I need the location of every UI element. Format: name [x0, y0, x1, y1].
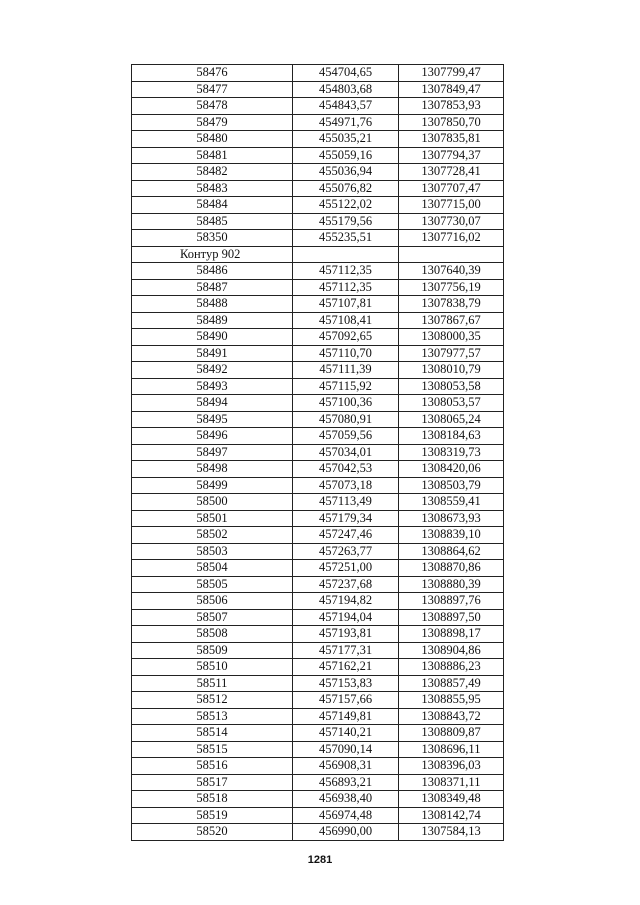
table-row [132, 510, 504, 527]
y-coordinate-cell: 1308809,87 [399, 725, 504, 742]
table-row [132, 65, 504, 82]
point-number-cell: 58491 [132, 345, 293, 362]
table-row [132, 395, 504, 412]
point-number-cell: 58492 [132, 362, 293, 379]
y-coordinate-cell: 1307850,70 [399, 114, 504, 131]
y-coordinate-cell: 1307799,47 [399, 65, 504, 82]
y-coordinate-cell: 1307853,93 [399, 98, 504, 115]
point-number-cell: 58515 [132, 741, 293, 758]
y-coordinate-cell: 1308855,95 [399, 692, 504, 709]
x-coordinate-cell: 457092,65 [293, 329, 399, 346]
y-coordinate-cell: 1308371,11 [399, 774, 504, 791]
table-row [132, 197, 504, 214]
x-coordinate-cell: 457059,56 [293, 428, 399, 445]
table-row [132, 675, 504, 692]
x-coordinate-cell: 457149,81 [293, 708, 399, 725]
y-coordinate-cell: 1308864,62 [399, 543, 504, 560]
x-coordinate-cell: 456938,40 [293, 791, 399, 808]
table-row [132, 593, 504, 610]
point-number-cell: 58504 [132, 560, 293, 577]
table-row [132, 725, 504, 742]
x-coordinate-cell: 455122,02 [293, 197, 399, 214]
y-coordinate-cell: 1308065,24 [399, 411, 504, 428]
empty-cell [399, 246, 504, 263]
table-row [132, 131, 504, 148]
x-coordinate-cell: 455076,82 [293, 180, 399, 197]
y-coordinate-cell: 1308880,39 [399, 576, 504, 593]
y-coordinate-cell: 1307640,39 [399, 263, 504, 280]
x-coordinate-cell: 457112,35 [293, 263, 399, 280]
x-coordinate-cell: 457153,83 [293, 675, 399, 692]
y-coordinate-cell: 1308696,11 [399, 741, 504, 758]
point-number-cell: 58512 [132, 692, 293, 709]
y-coordinate-cell: 1308857,49 [399, 675, 504, 692]
x-coordinate-cell: 457110,70 [293, 345, 399, 362]
table-row [132, 824, 504, 841]
x-coordinate-cell: 454971,76 [293, 114, 399, 131]
x-coordinate-cell: 457251,00 [293, 560, 399, 577]
x-coordinate-cell: 454704,65 [293, 65, 399, 82]
point-number-cell: 58495 [132, 411, 293, 428]
point-number-cell: 58497 [132, 444, 293, 461]
table-row [132, 774, 504, 791]
point-number-cell: 58486 [132, 263, 293, 280]
y-coordinate-cell: 1308843,72 [399, 708, 504, 725]
table-row [132, 81, 504, 98]
point-number-cell: 58514 [132, 725, 293, 742]
point-number-cell: 58350 [132, 230, 293, 247]
x-coordinate-cell: 457042,53 [293, 461, 399, 478]
point-number-cell: 58517 [132, 774, 293, 791]
y-coordinate-cell: 1307835,81 [399, 131, 504, 148]
table-row [132, 560, 504, 577]
x-coordinate-cell: 455059,16 [293, 147, 399, 164]
table-row [132, 164, 504, 181]
empty-cell [293, 246, 399, 263]
table-row [132, 312, 504, 329]
point-number-cell: 58519 [132, 807, 293, 824]
y-coordinate-cell: 1307707,47 [399, 180, 504, 197]
table-row [132, 279, 504, 296]
point-number-cell: 58510 [132, 659, 293, 676]
x-coordinate-cell: 457080,91 [293, 411, 399, 428]
x-coordinate-cell: 456893,21 [293, 774, 399, 791]
y-coordinate-cell: 1307977,57 [399, 345, 504, 362]
x-coordinate-cell: 457107,81 [293, 296, 399, 313]
table-row [132, 659, 504, 676]
y-coordinate-cell: 1307838,79 [399, 296, 504, 313]
point-number-cell: 58496 [132, 428, 293, 445]
point-number-cell: 58513 [132, 708, 293, 725]
table-row [132, 642, 504, 659]
y-coordinate-cell: 1308142,74 [399, 807, 504, 824]
table-row [132, 791, 504, 808]
y-coordinate-cell: 1308559,41 [399, 494, 504, 511]
x-coordinate-cell: 457237,68 [293, 576, 399, 593]
point-number-cell: 58499 [132, 477, 293, 494]
y-coordinate-cell: 1307867,67 [399, 312, 504, 329]
table-row [132, 741, 504, 758]
x-coordinate-cell: 457108,41 [293, 312, 399, 329]
coordinates-table [131, 64, 504, 841]
table-row [132, 477, 504, 494]
coordinates-table-body [132, 65, 504, 841]
y-coordinate-cell: 1308897,76 [399, 593, 504, 610]
y-coordinate-cell: 1308319,73 [399, 444, 504, 461]
point-number-cell: 58501 [132, 510, 293, 527]
x-coordinate-cell: 457113,49 [293, 494, 399, 511]
point-number-cell: 58508 [132, 626, 293, 643]
point-number-cell: 58505 [132, 576, 293, 593]
y-coordinate-cell: 1307716,02 [399, 230, 504, 247]
table-row [132, 263, 504, 280]
table-row [132, 378, 504, 395]
x-coordinate-cell: 457157,66 [293, 692, 399, 709]
x-coordinate-cell: 457073,18 [293, 477, 399, 494]
point-number-cell: 58485 [132, 213, 293, 230]
table-row [132, 461, 504, 478]
y-coordinate-cell: 1308897,50 [399, 609, 504, 626]
x-coordinate-cell: 454843,57 [293, 98, 399, 115]
point-number-cell: 58507 [132, 609, 293, 626]
table-row [132, 758, 504, 775]
y-coordinate-cell: 1307756,19 [399, 279, 504, 296]
table-row [132, 329, 504, 346]
table-row [132, 543, 504, 560]
x-coordinate-cell: 457090,14 [293, 741, 399, 758]
x-coordinate-cell: 456974,48 [293, 807, 399, 824]
point-number-cell: 58480 [132, 131, 293, 148]
point-number-cell: 58490 [132, 329, 293, 346]
y-coordinate-cell: 1308898,17 [399, 626, 504, 643]
point-number-cell: 58500 [132, 494, 293, 511]
x-coordinate-cell: 455179,56 [293, 213, 399, 230]
point-number-cell: 58494 [132, 395, 293, 412]
x-coordinate-cell: 457115,92 [293, 378, 399, 395]
point-number-cell: 58489 [132, 312, 293, 329]
table-row [132, 230, 504, 247]
x-coordinate-cell: 456990,00 [293, 824, 399, 841]
x-coordinate-cell: 457100,36 [293, 395, 399, 412]
table-row [132, 213, 504, 230]
x-coordinate-cell: 457247,46 [293, 527, 399, 544]
point-number-cell: 58503 [132, 543, 293, 560]
table-row [132, 345, 504, 362]
point-number-cell: 58479 [132, 114, 293, 131]
table-row [132, 444, 504, 461]
point-number-cell: 58484 [132, 197, 293, 214]
y-coordinate-cell: 1308349,48 [399, 791, 504, 808]
x-coordinate-cell: 455035,21 [293, 131, 399, 148]
y-coordinate-cell: 1308053,58 [399, 378, 504, 395]
point-number-cell: 58476 [132, 65, 293, 82]
table-row [132, 609, 504, 626]
table-row [132, 708, 504, 725]
y-coordinate-cell: 1308000,35 [399, 329, 504, 346]
x-coordinate-cell: 457179,34 [293, 510, 399, 527]
point-number-cell: 58498 [132, 461, 293, 478]
y-coordinate-cell: 1308184,63 [399, 428, 504, 445]
x-coordinate-cell: 457263,77 [293, 543, 399, 560]
y-coordinate-cell: 1308904,86 [399, 642, 504, 659]
x-coordinate-cell: 455036,94 [293, 164, 399, 181]
contour-header-row [132, 246, 504, 263]
y-coordinate-cell: 1308870,86 [399, 560, 504, 577]
point-number-cell: 58488 [132, 296, 293, 313]
table-row [132, 494, 504, 511]
x-coordinate-cell: 457177,31 [293, 642, 399, 659]
x-coordinate-cell: 457194,04 [293, 609, 399, 626]
x-coordinate-cell: 455235,51 [293, 230, 399, 247]
point-number-cell: 58481 [132, 147, 293, 164]
table-row [132, 98, 504, 115]
x-coordinate-cell: 457034,01 [293, 444, 399, 461]
table-row [132, 428, 504, 445]
x-coordinate-cell: 457111,39 [293, 362, 399, 379]
x-coordinate-cell: 457162,21 [293, 659, 399, 676]
point-number-cell: 58477 [132, 81, 293, 98]
point-number-cell: 58483 [132, 180, 293, 197]
table-row [132, 411, 504, 428]
y-coordinate-cell: 1307794,37 [399, 147, 504, 164]
x-coordinate-cell: 454803,68 [293, 81, 399, 98]
table-row [132, 807, 504, 824]
table-row [132, 626, 504, 643]
x-coordinate-cell: 457112,35 [293, 279, 399, 296]
x-coordinate-cell: 457140,21 [293, 725, 399, 742]
y-coordinate-cell: 1307715,00 [399, 197, 504, 214]
table-row [132, 527, 504, 544]
point-number-cell: 58478 [132, 98, 293, 115]
x-coordinate-cell: 457194,82 [293, 593, 399, 610]
y-coordinate-cell: 1307730,07 [399, 213, 504, 230]
point-number-cell: 58511 [132, 675, 293, 692]
x-coordinate-cell: 456908,31 [293, 758, 399, 775]
table-row [132, 692, 504, 709]
y-coordinate-cell: 1307728,41 [399, 164, 504, 181]
table-row [132, 296, 504, 313]
y-coordinate-cell: 1308673,93 [399, 510, 504, 527]
point-number-cell: 58516 [132, 758, 293, 775]
y-coordinate-cell: 1308886,23 [399, 659, 504, 676]
y-coordinate-cell: 1308010,79 [399, 362, 504, 379]
y-coordinate-cell: 1308839,10 [399, 527, 504, 544]
y-coordinate-cell: 1308503,79 [399, 477, 504, 494]
contour-label: Контур 902 [132, 246, 293, 263]
y-coordinate-cell: 1308420,06 [399, 461, 504, 478]
point-number-cell: 58520 [132, 824, 293, 841]
y-coordinate-cell: 1307849,47 [399, 81, 504, 98]
y-coordinate-cell: 1308053,57 [399, 395, 504, 412]
page-number: 1281 [307, 854, 333, 866]
y-coordinate-cell: 1307584,13 [399, 824, 504, 841]
point-number-cell: 58493 [132, 378, 293, 395]
table-row [132, 362, 504, 379]
table-row [132, 114, 504, 131]
table-row [132, 147, 504, 164]
point-number-cell: 58502 [132, 527, 293, 544]
y-coordinate-cell: 1308396,03 [399, 758, 504, 775]
x-coordinate-cell: 457193,81 [293, 626, 399, 643]
point-number-cell: 58518 [132, 791, 293, 808]
point-number-cell: 58487 [132, 279, 293, 296]
point-number-cell: 58509 [132, 642, 293, 659]
point-number-cell: 58506 [132, 593, 293, 610]
point-number-cell: 58482 [132, 164, 293, 181]
table-row [132, 180, 504, 197]
table-row [132, 576, 504, 593]
